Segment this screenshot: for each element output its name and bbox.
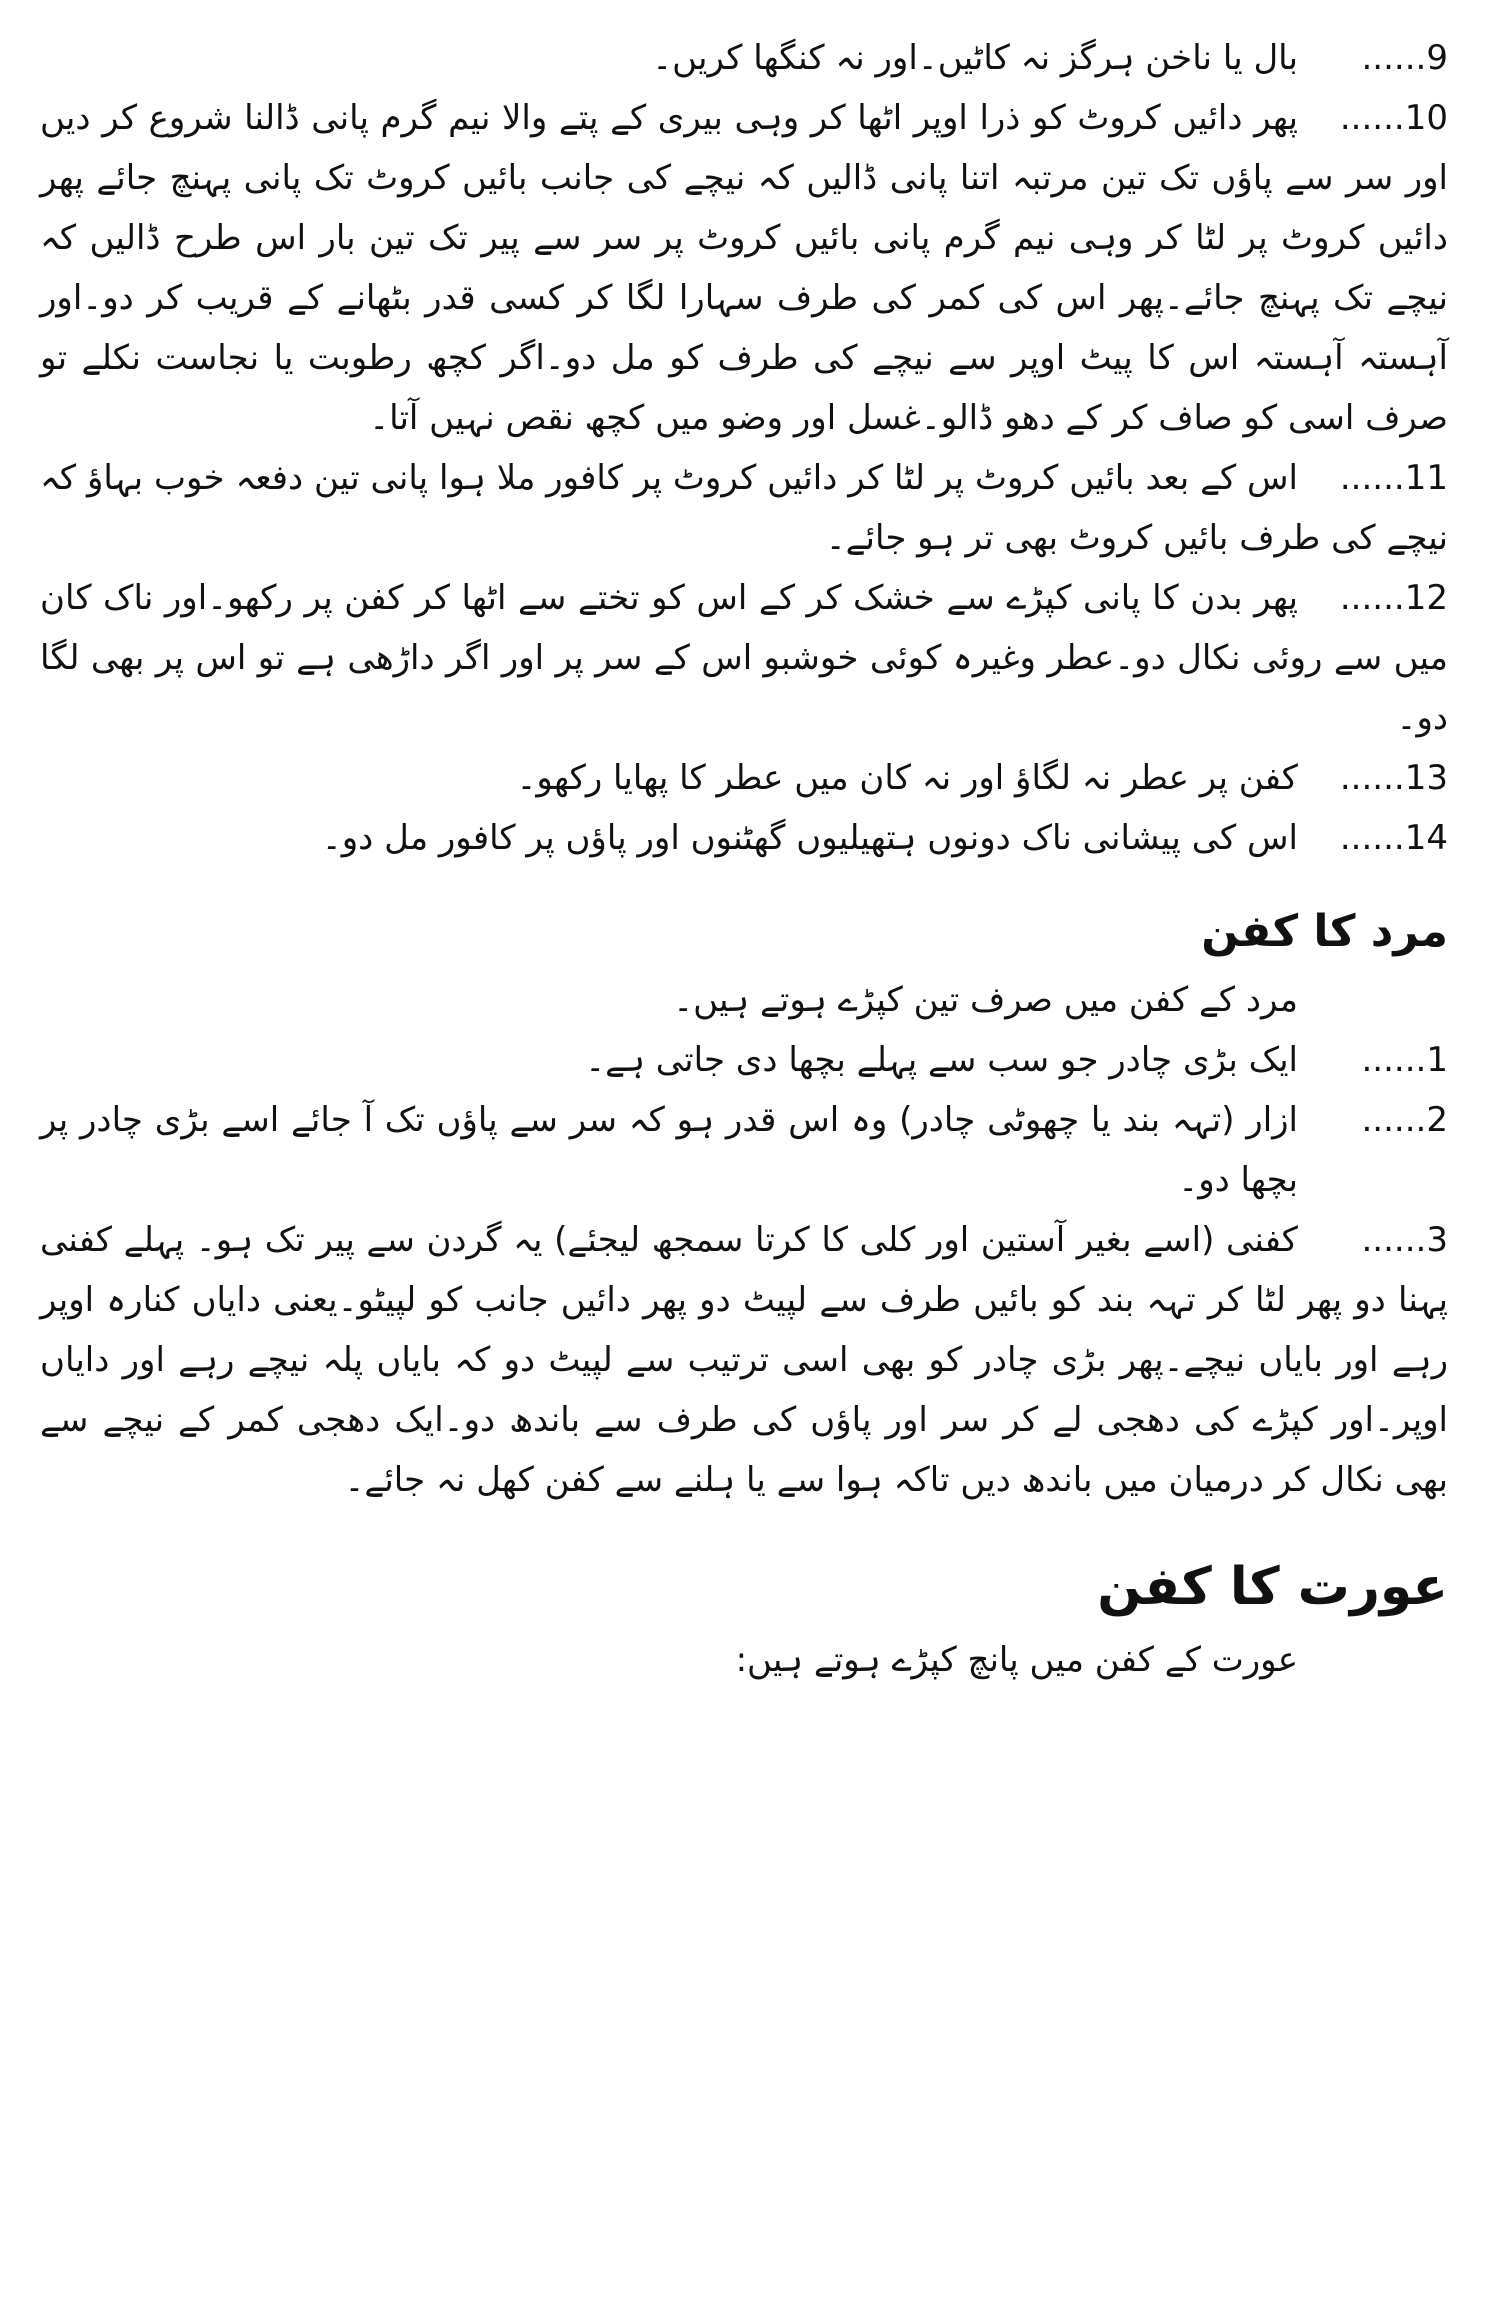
item-number: 9......: [1361, 38, 1448, 78]
item-text: بال یا ناخن ہرگز نہ کاٹیں۔اور نہ کنگھا کریں۔: [652, 38, 1298, 78]
list-item: [40, 1210, 1448, 1510]
item-number: 2......: [1361, 1100, 1448, 1140]
section-intro-women: عورت کے کفن میں پانچ کپڑے ہوتے ہیں:: [735, 1640, 1298, 1680]
list-item: [40, 568, 1448, 748]
list-item: [40, 748, 1448, 808]
list-item: [40, 808, 1448, 868]
item-number: 10......: [1339, 98, 1448, 138]
section-intro-men: مرد کے کفن میں صرف تین کپڑے ہوتے ہیں۔: [673, 980, 1298, 1020]
item-number: 14......: [1339, 818, 1448, 858]
item-text: کفن پر عطر نہ لگاؤ اور نہ کان میں عطر کا پھایا رکھو۔: [516, 758, 1298, 798]
item-number: 11......: [1339, 458, 1448, 498]
list-item: [40, 88, 1448, 448]
section-heading-men: مرد کا کفن: [1201, 906, 1448, 957]
list-item: [40, 448, 1448, 568]
list-item: [40, 1090, 1448, 1210]
item-text: کفنی (اسے بغیر آستین اور کلی کا کرتا سمجھ لیجئے) یہ گردن سے پیر تک ہو۔ پہلے کفنی پہنا دو پھر لٹا کر تہہ بند کو بائیں طرف سے لپیٹ دو پھر دائیں جانب کو لپیٹو۔یعنی دایاں کنارہ اوپر رہے اور بایاں نیچے۔پھر بڑی چادر کو بھی اسی ترتیب سے لپیٹ دو کہ بایاں پلہ نیچے رہے اور دایاں اوپر۔اور کپڑے کی دھجی لے کر سر اور پاؤں کی طرف سے باندھ دو۔ایک دھجی کمر کے نیچے سے بھی نکال کر درمیان میں باندھ دیں تاکہ ہوا سے یا ہلنے سے کفن کھل نہ جائے۔: [40, 1220, 1448, 1500]
item-number: 13......: [1339, 758, 1448, 798]
item-text: اس کی پیشانی ناک دونوں ہتھیلیوں گھٹنوں اور پاؤں پر کافور مل دو۔: [321, 818, 1298, 858]
item-text: ازار (تہہ بند یا چھوٹی چادر) وہ اس قدر ہو کہ سر سے پاؤں تک آ جائے اسے بڑی چادر پر بچھا دو۔: [40, 1100, 1298, 1200]
item-number: 3......: [1361, 1220, 1448, 1260]
item-text: ایک بڑی چادر جو سب سے پہلے بچھا دی جاتی ہے۔: [585, 1040, 1298, 1080]
item-text: پھر دائیں کروٹ کو ذرا اوپر اٹھا کر وہی بیری کے پتے والا نیم گرم پانی ڈالنا شروع کر دیں اور سر سے پاؤں تک تین مرتبہ اتنا پانی ڈالیں کہ نیچے کی جانب بائیں کروٹ تک پانی پہنچ جائے پھر دائیں کروٹ پر لٹا کر وہی نیم گرم پانی بائیں کروٹ پر سر سے پیر تک تین بار اس طرح ڈالیں کہ نیچے تک پہنچ جائے۔پھر اس کی کمر کی طرف سہارا لگا کر کسی قدر بٹھانے کے قریب کر دو۔اور آہستہ آہستہ اس کا پیٹ اوپر سے نیچے کی طرف کو مل دو۔اگر کچھ رطوبت یا نجاست نکلے تو صرف اسی کو صاف کر کے دھو ڈالو۔غسل اور وضو میں کچھ نقص نہیں آتا۔: [40, 98, 1448, 438]
item-number: 1......: [1361, 1040, 1448, 1080]
item-text: پھر بدن کا پانی کپڑے سے خشک کر کے اس کو تختے سے اٹھا کر کفن پر رکھو۔اور ناک کان میں سے روئی نکال دو۔عطر وغیرہ کوئی خوشبو اس کے سر پر اور اگر داڑھی ہے تو اس پر بھی لگا دو۔: [40, 578, 1448, 738]
item-text: اس کے بعد بائیں کروٹ پر لٹا کر دائیں کروٹ پر کافور ملا ہوا پانی تین دفعہ خوب بہاؤ کہ نیچے کی طرف بائیں کروٹ بھی تر ہو جائے۔: [40, 458, 1448, 558]
list-item: [40, 1030, 1448, 1090]
item-number: 12......: [1339, 578, 1448, 618]
list-item: [40, 28, 1448, 88]
section-heading-women: عورت کا کفن: [1097, 1557, 1448, 1617]
